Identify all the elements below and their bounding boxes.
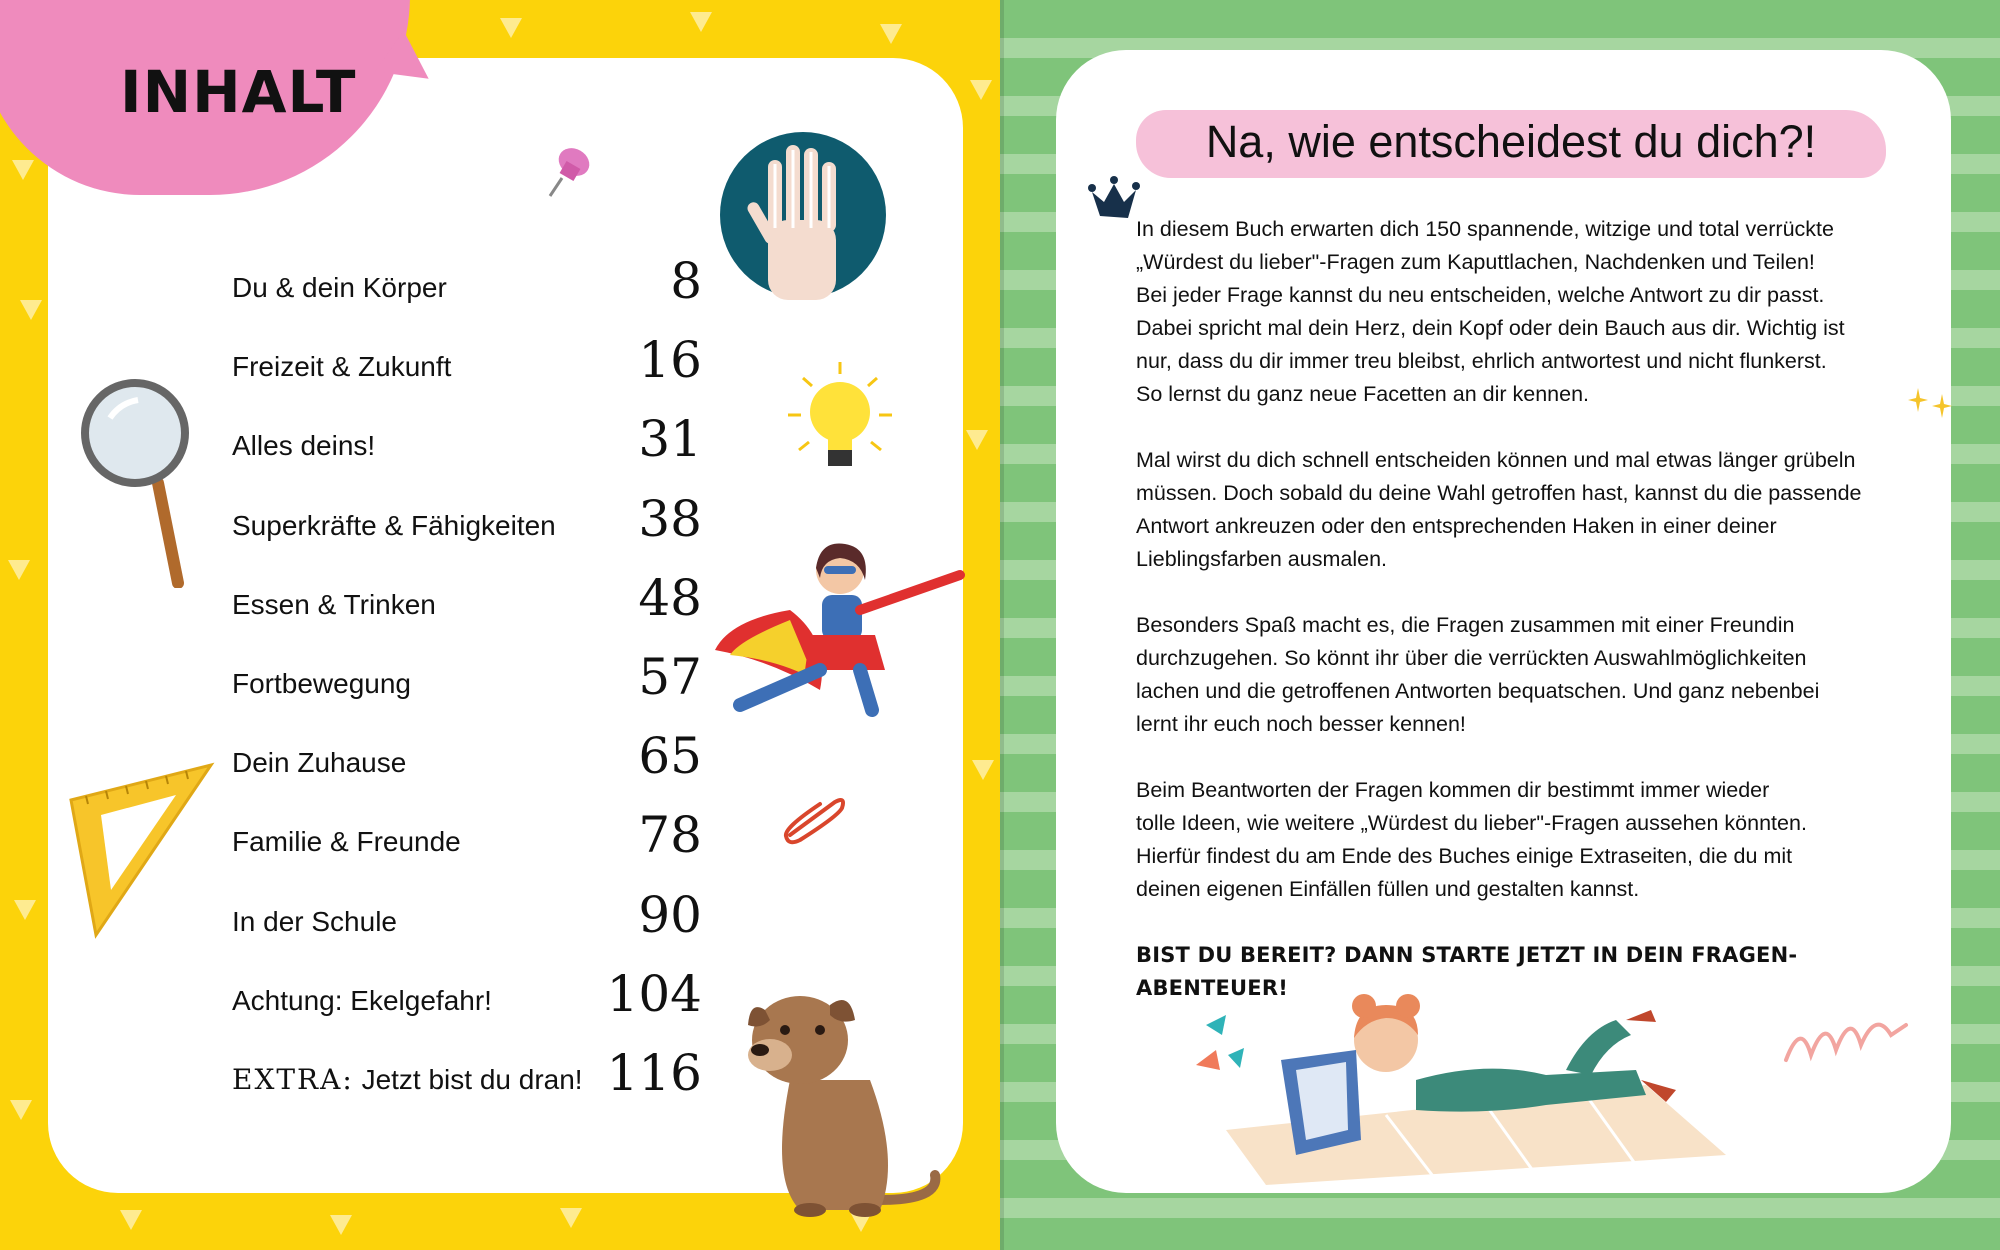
toc-entry-label: Alles deins! bbox=[232, 430, 376, 461]
intro-card bbox=[1056, 50, 1951, 1193]
toc-entry-page: 116 bbox=[606, 1044, 702, 1102]
triangle-pattern bbox=[330, 1215, 352, 1235]
intro-paragraph: In diesem Buch erwarten dich 150 spannende, witzige und total verrückte „Würdest du lieber"-Fragen zum Kaputtlachen, Nachdenken und Teilen! Bei jeder Frage kannst du neu entscheiden, welche Antwort zu dir passt. Dabei spricht mal dein Herz, dein Kopf oder dein Bauch aus dir. Wichtig ist nur, dass du dir immer treu bleibst, ehrlich antwortest und nicht flunkerst. So lernst du ganz neue Facetten an dir kennen. bbox=[1136, 217, 1845, 406]
triangle-pattern bbox=[500, 18, 522, 38]
toc-entry[interactable] bbox=[232, 646, 702, 706]
toc-entry[interactable] bbox=[232, 488, 702, 548]
toc-entry[interactable] bbox=[232, 1042, 702, 1102]
page-title: INHALT bbox=[120, 58, 357, 126]
toc-entry-label: Familie & Freunde bbox=[232, 826, 461, 857]
triangle-pattern bbox=[20, 300, 42, 320]
triangle-pattern bbox=[690, 12, 712, 32]
superhero-girl-icon bbox=[710, 530, 970, 720]
toc-entry-page: 57 bbox=[638, 648, 702, 706]
intro-paragraph: Mal wirst du dich schnell entscheiden können und mal etwas länger grübeln müssen. Doch sobald du deine Wahl getroffen hast, kannst du die passende Antwort ankreuzen oder den entsprechenden Haken in einer deiner Lieblingsfarben ausmalen. bbox=[1136, 448, 1862, 571]
triangle-pattern bbox=[10, 1100, 32, 1120]
toc-entry-page: 78 bbox=[638, 806, 702, 864]
toc-entry-page: 48 bbox=[638, 569, 702, 627]
toc-entry[interactable] bbox=[232, 567, 702, 627]
paperclip-icon bbox=[780, 790, 850, 845]
girl-reading-icon bbox=[1186, 990, 1746, 1190]
triangle-pattern bbox=[880, 24, 902, 44]
toc-entry[interactable] bbox=[232, 329, 702, 389]
book-spine bbox=[1000, 0, 1004, 1250]
toc-entry-label: Essen & Trinken bbox=[232, 589, 436, 620]
triangle-pattern bbox=[12, 160, 34, 180]
toc-entry[interactable] bbox=[232, 804, 702, 864]
crown-icon bbox=[1086, 172, 1142, 228]
toc-entry-label: Fortbewegung bbox=[232, 668, 412, 699]
toc-entry-label: Jetzt bist du dran! bbox=[361, 1064, 583, 1095]
toc-entry[interactable] bbox=[232, 250, 702, 310]
toc-entry-page: 31 bbox=[638, 410, 702, 468]
triangle-pattern bbox=[8, 560, 30, 580]
headline: Na, wie entscheidest du dich?! bbox=[1205, 116, 1817, 167]
toc-entry-page: 38 bbox=[638, 490, 702, 548]
squiggle-icon bbox=[1781, 1010, 1911, 1070]
extra-label: EXTRA: bbox=[232, 1063, 354, 1096]
sparkle-icon bbox=[1908, 386, 1954, 422]
toc-entry-label: Freizeit & Zukunft bbox=[232, 351, 452, 382]
toc-entry-label: In der Schule bbox=[232, 906, 397, 937]
lightbulb-icon bbox=[785, 360, 895, 480]
toc-entry-page: 65 bbox=[638, 727, 702, 785]
dog-icon bbox=[730, 980, 950, 1220]
toc-entry-page: 8 bbox=[670, 252, 702, 310]
triangle-pattern bbox=[120, 1210, 142, 1230]
toc-entry-label: Superkräfte & Fähigkeiten bbox=[232, 510, 556, 541]
triangle-pattern bbox=[14, 900, 36, 920]
toc-entry-label: Du & dein Körper bbox=[232, 272, 447, 303]
toc-entry[interactable] bbox=[232, 963, 702, 1023]
toc-entry-label: Dein Zuhause bbox=[232, 747, 407, 778]
triangle-pattern bbox=[972, 760, 994, 780]
set-square-icon bbox=[66, 760, 216, 940]
toc-entry-label: Achtung: Ekelgefahr! bbox=[232, 985, 492, 1016]
toc-entry-label-group bbox=[232, 1063, 583, 1096]
toc-entry-page: 16 bbox=[638, 331, 702, 389]
toc-entry[interactable] bbox=[232, 884, 702, 944]
right-page bbox=[1000, 0, 2000, 1250]
toc-entry[interactable] bbox=[232, 408, 702, 468]
toc-entry-page: 90 bbox=[638, 886, 702, 944]
triangle-pattern bbox=[560, 1208, 582, 1228]
call-to-action: BIST DU BEREIT? DANN STARTE JETZT IN DEIN FRAGEN-ABENTEUER! bbox=[1136, 943, 1798, 1000]
toc-entry-page: 104 bbox=[606, 965, 702, 1023]
pushpin-icon bbox=[540, 140, 600, 200]
triangle-pattern bbox=[966, 430, 988, 450]
triangle-pattern bbox=[970, 80, 992, 100]
magnifying-glass-icon bbox=[80, 378, 200, 588]
intro-paragraph: Besonders Spaß macht es, die Fragen zusammen mit einer Freundin durchzugehen. So könnt ihr über die verrückten Auswahlmöglichkeiten lachen und die getroffenen Antworten bequatschen. Und ganz nebenbei lernt ihr euch noch besser kennen! bbox=[1136, 613, 1820, 736]
intro-text bbox=[1136, 213, 1916, 1005]
intro-paragraph: Beim Beantworten der Fragen kommen dir bestimmt immer wieder tolle Ideen, wie weitere „Würdest du lieber"-Fragen aussehen könnten. Hierfür findest du am Ende des Buches einige Extraseiten, die du mit deinen eigenen Einfällen füllen und gestalten kannst. bbox=[1136, 778, 1807, 901]
toc-entry[interactable] bbox=[232, 725, 702, 785]
xray-hand-icon bbox=[718, 130, 888, 300]
